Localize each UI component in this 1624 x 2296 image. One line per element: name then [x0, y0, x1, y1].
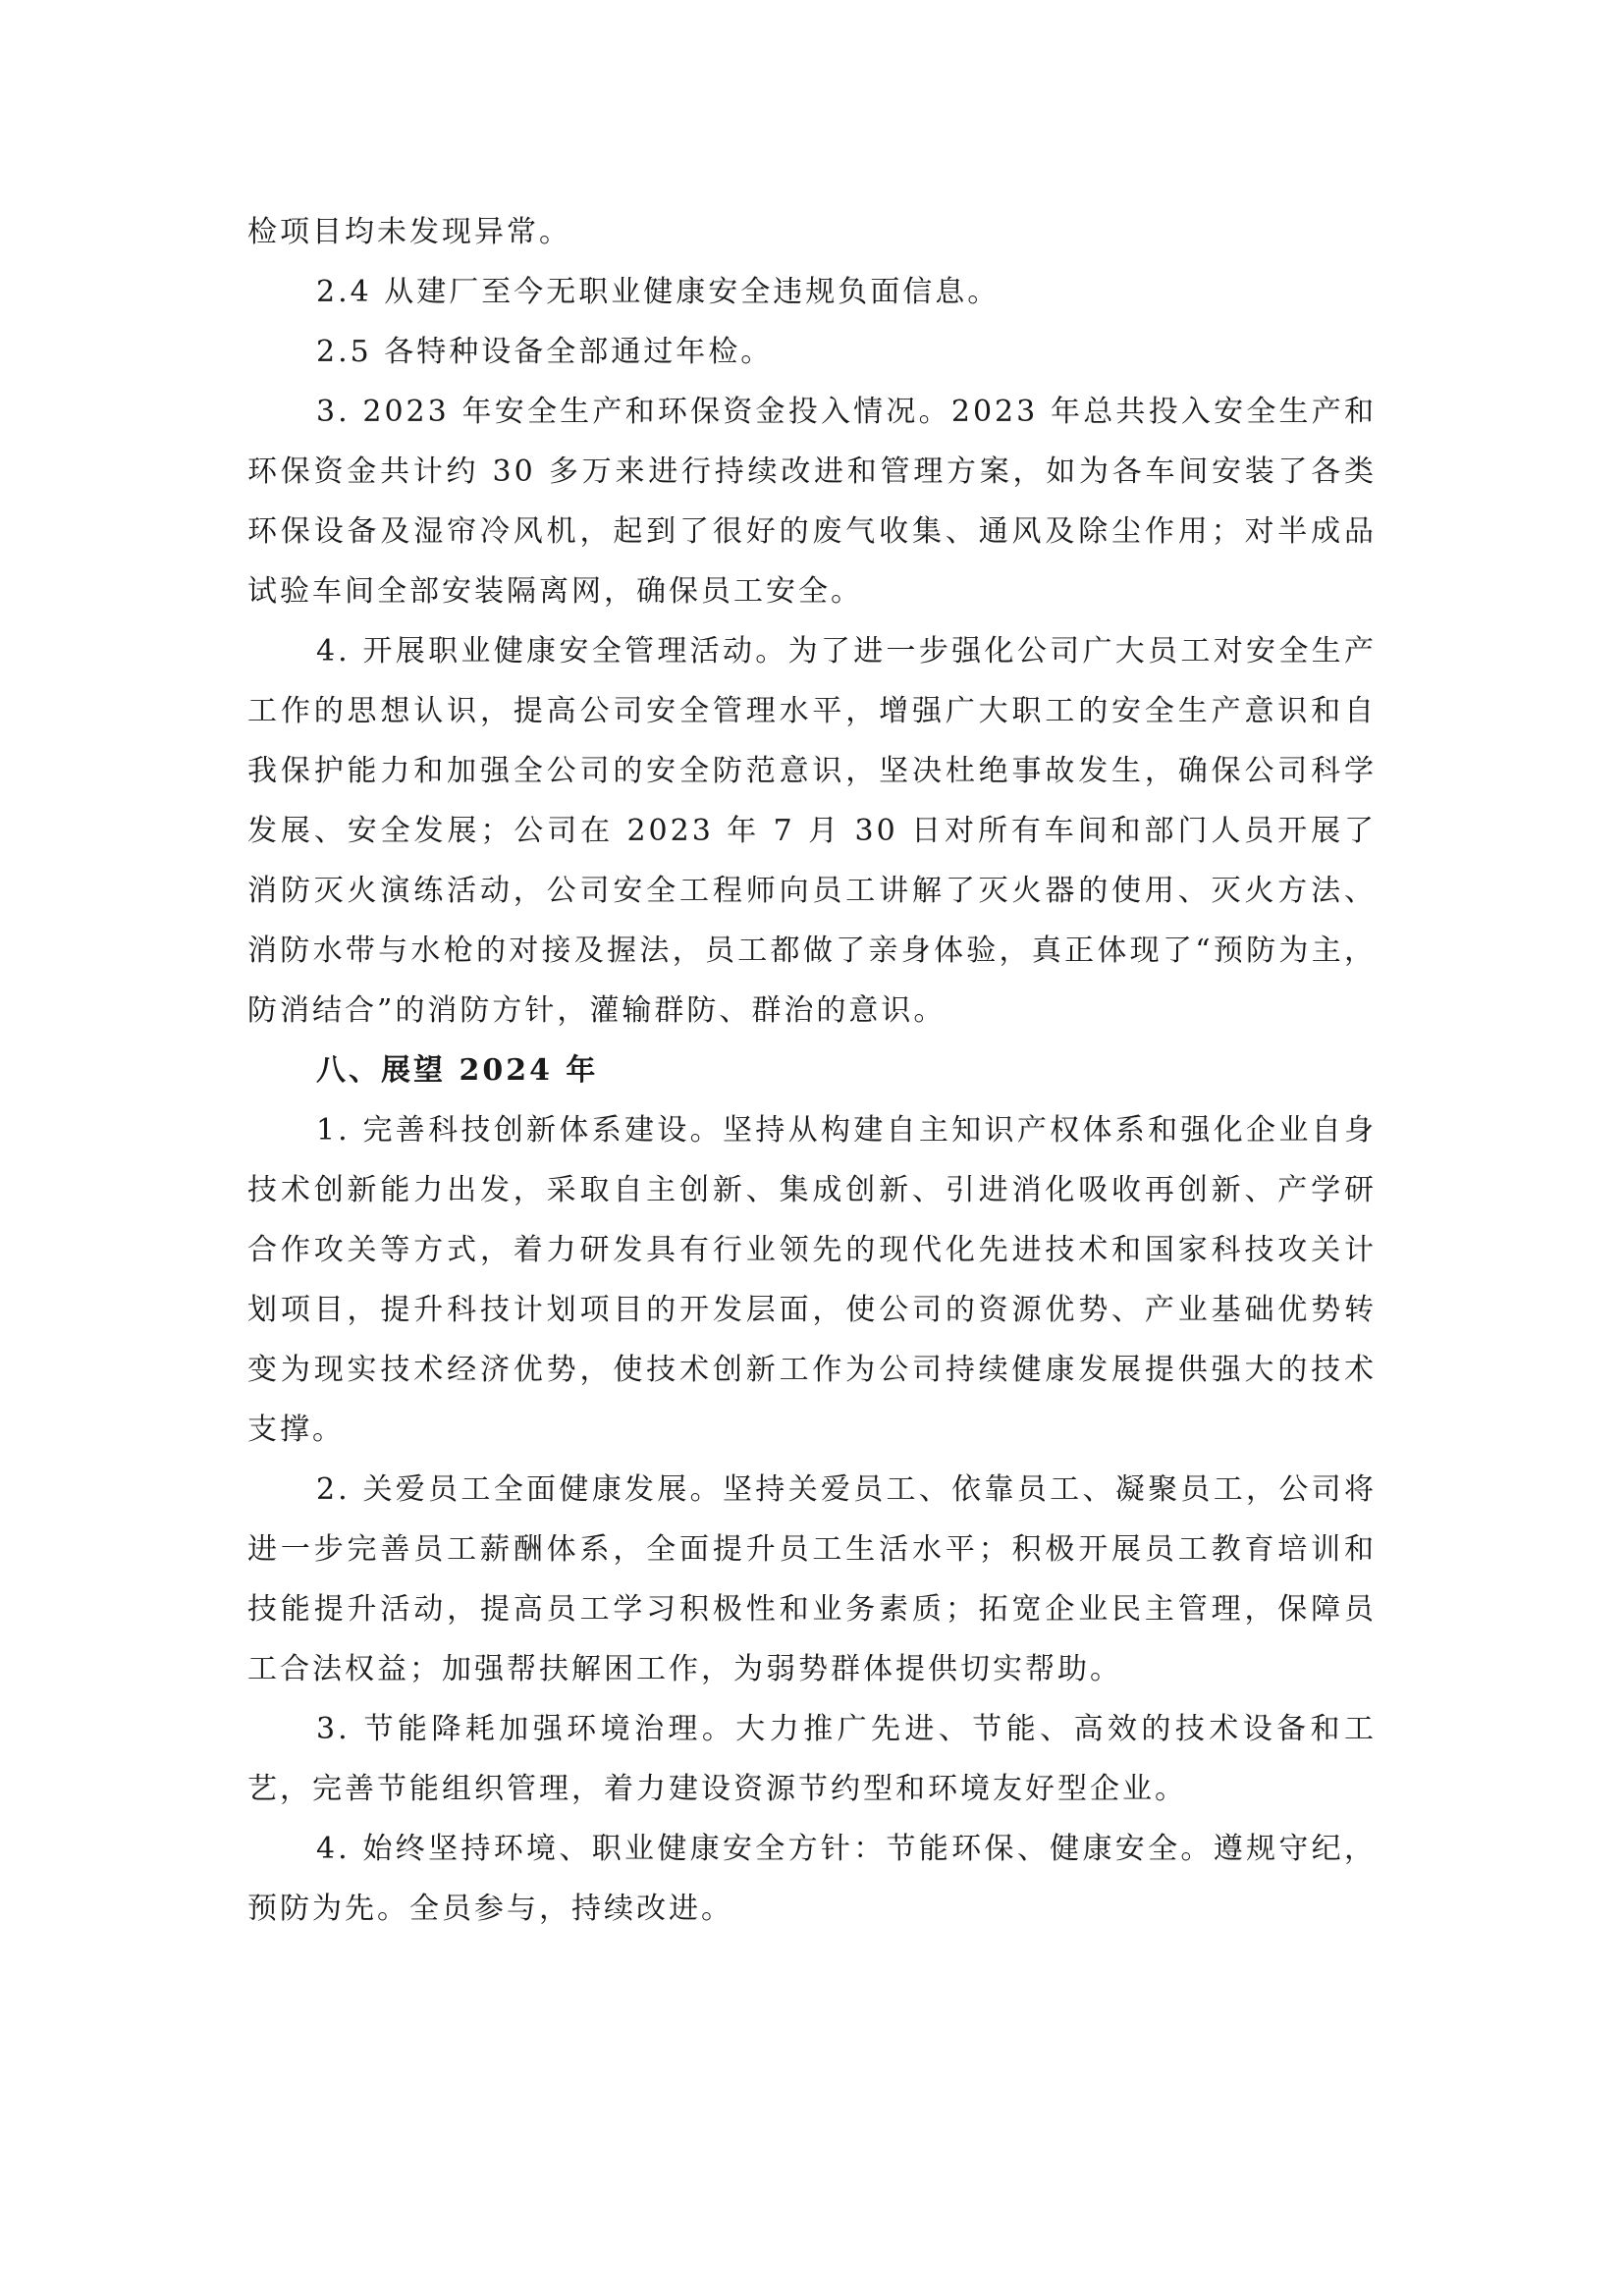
paragraph-2-5: 2.5 各特种设备全部通过年检。: [316, 335, 774, 369]
document-body: [247, 202, 1377, 1939]
paragraph-3-funding: 3. 2023 年安全生产和环保资金投入情况。2023 年总共投入安全生产和环保资金共计约 30 多万来进行持续改进和管理方案，如为各车间安装了各类环保设备及湿帘冷风机，起到了很好的废气收集、通风及除尘作用；对半成品试验车间全部安装隔离网，确保员工安全。: [247, 395, 1377, 609]
paragraph-continuation: 检项目均未发现异常。: [247, 215, 571, 249]
section-heading-outlook: 八、展望 2024 年: [316, 1053, 599, 1088]
paragraph-outlook-2: 2. 关爱员工全面健康发展。坚持关爱员工、依靠员工、凝聚员工，公司将进一步完善员工薪酬体系，全面提升员工生活水平；积极开展员工教育培训和技能提升活动，提高员工学习积极性和业务素质；拓宽企业民主管理，保障员工合法权益；加强帮扶解困工作，为弱势群体提供切实帮助。: [247, 1472, 1377, 1686]
paragraph-outlook-4: 4. 始终坚持环境、职业健康安全方针：节能环保、健康安全。遵规守纪，预防为先。全员参与，持续改进。: [247, 1832, 1377, 1926]
paragraph-4-safety-activity: 4. 开展职业健康安全管理活动。为了进一步强化公司广大员工对安全生产工作的思想认识，提高公司安全管理水平，增强广大职工的安全生产意识和自我保护能力和加强全公司的安全防范意识，坚决杜绝事故发生，确保公司科学发展、安全发展；公司在 2023 年 7 月 30 日对所有车间和部门人员开展了消防灭火演练活动，公司安全工程师向员工讲解了灭火器的使用、灭火方法、消防水带与水枪的对接及握法，员工都做了亲身体验，真正体现了“预防为主，防消结合”的消防方针，灌输群防、群治的意识。: [247, 634, 1377, 1028]
paragraph-2-4: 2.4 从建厂至今无职业健康安全违规负面信息。: [316, 275, 1001, 309]
paragraph-outlook-3: 3. 节能降耗加强环境治理。大力推广先进、节能、高效的技术设备和工艺，完善节能组织管理，着力建设资源节约型和环境友好型企业。: [247, 1712, 1377, 1806]
paragraph-outlook-1: 1. 完善科技创新体系建设。坚持从构建自主知识产权体系和强化企业自身技术创新能力出发，采取自主创新、集成创新、引进消化吸收再创新、产学研合作攻关等方式，着力研发具有行业领先的现代化先进技术和国家科技攻关计划项目，提升科技计划项目的开发层面，使公司的资源优势、产业基础优势转变为现实技术经济优势，使技术创新工作为公司持续健康发展提供强大的技术支撑。: [247, 1113, 1377, 1447]
